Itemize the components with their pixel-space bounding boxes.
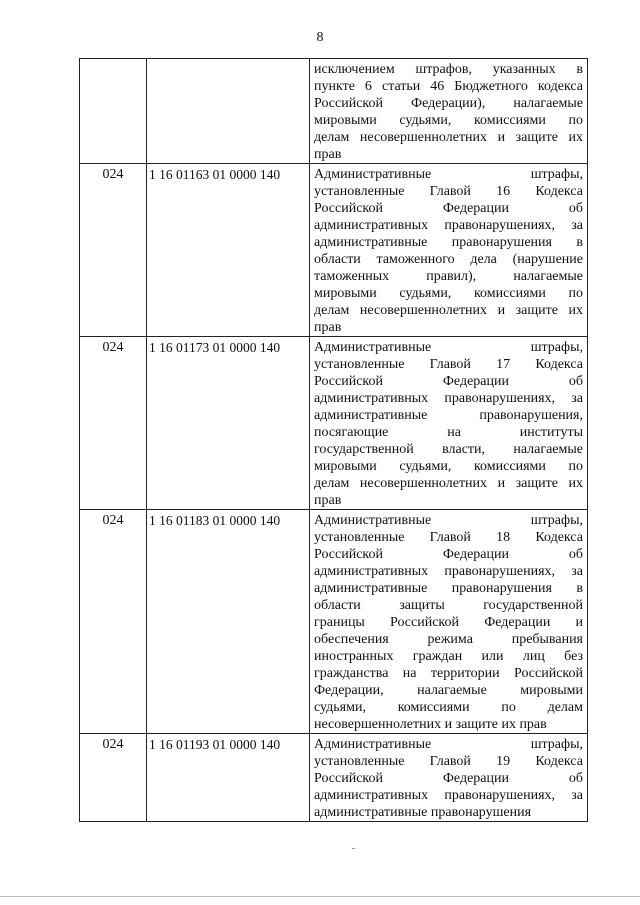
description-line: установленные Главой 19 Кодекса (314, 754, 583, 769)
scan-edge-line (0, 896, 640, 897)
description-line: прав (314, 493, 342, 508)
description-line: административные правонарушения в (314, 235, 583, 250)
description-line: прав (314, 147, 342, 162)
description-line: границы Российской Федерации и (314, 615, 583, 630)
description-line: административные правонарушения в (314, 581, 583, 596)
admin-code-cell: 024 (80, 337, 147, 510)
description-line: Административные штрафы, (314, 340, 583, 355)
revenue-description-cell (310, 510, 588, 734)
description-line: Российской Федерации об (314, 771, 583, 786)
scan-artifact (352, 848, 355, 849)
table-body (80, 59, 588, 822)
admin-code-cell: 024 (80, 734, 147, 822)
table-row (80, 734, 588, 822)
description-line: административных правонарушениях, за (314, 788, 583, 803)
table-row (80, 59, 588, 164)
description-line: установленные Главой 17 Кодекса (314, 357, 583, 372)
description-line: Российской Федерации об (314, 374, 583, 389)
description-line: Российской Федерации), налагаемые (314, 96, 583, 111)
budget-code-table (79, 58, 588, 822)
description-line: делам несовершеннолетних и защите их (314, 303, 583, 318)
table-row (80, 510, 588, 734)
budget-classification-code-cell: 1 16 01193 01 0000 140 (147, 734, 310, 822)
table-row (80, 337, 588, 510)
description-line: Административные штрафы, (314, 513, 583, 528)
description-line: Федерации, налагаемые мировыми (314, 683, 583, 698)
description-line: Российской Федерации об (314, 201, 583, 216)
description-line: установленные Главой 18 Кодекса (314, 530, 583, 545)
revenue-description-cell (310, 337, 588, 510)
revenue-description-cell (310, 734, 588, 822)
description-line: делам несовершеннолетних и защите их (314, 130, 583, 145)
description-line: таможенных правил), налагаемые (314, 269, 583, 284)
description-line: судьями, комиссиями по делам (314, 700, 583, 715)
admin-code-cell (80, 59, 147, 164)
description-line: делам несовершеннолетних и защите их (314, 476, 583, 491)
description-line: установленные Главой 16 Кодекса (314, 184, 583, 199)
description-line: Российской Федерации об (314, 547, 583, 562)
description-line: административных правонарушениях, за (314, 564, 583, 579)
description-line: административные правонарушения (314, 805, 532, 820)
budget-classification-code-cell: 1 16 01173 01 0000 140 (147, 337, 310, 510)
description-line: обеспечения режима пребывания (314, 632, 583, 647)
table-row (80, 164, 588, 337)
description-line: прав (314, 320, 342, 335)
description-line: административные правонарушения, (314, 408, 583, 423)
revenue-description-cell (310, 59, 588, 164)
description-line: административных правонарушениях, за (314, 391, 583, 406)
page-number: 8 (316, 30, 324, 45)
description-line: административных правонарушениях, за (314, 218, 583, 233)
description-line: области защиты государственной (314, 598, 583, 613)
budget-classification-code-cell (147, 59, 310, 164)
budget-classification-code-cell: 1 16 01183 01 0000 140 (147, 510, 310, 734)
description-line: Административные штрафы, (314, 737, 583, 752)
description-line: посягающие на институты (314, 425, 583, 440)
description-line: несовершеннолетних и защите их прав (314, 717, 547, 732)
description-line: иностранных граждан или лиц без (314, 649, 583, 664)
description-line: пункте 6 статьи 46 Бюджетного кодекса (314, 79, 583, 94)
description-line: области таможенного дела (нарушение (314, 252, 583, 267)
admin-code-cell: 024 (80, 164, 147, 337)
description-line: гражданства на территории Российской (314, 666, 583, 681)
admin-code-cell: 024 (80, 510, 147, 734)
description-line: мировыми судьями, комиссиями по (314, 113, 583, 128)
description-line: государственной власти, налагаемые (314, 442, 583, 457)
description-line: Административные штрафы, (314, 167, 583, 182)
budget-classification-code-cell: 1 16 01163 01 0000 140 (147, 164, 310, 337)
revenue-description-cell (310, 164, 588, 337)
description-line: мировыми судьями, комиссиями по (314, 459, 583, 474)
description-line: мировыми судьями, комиссиями по (314, 286, 583, 301)
description-line: исключением штрафов, указанных в (314, 62, 583, 77)
